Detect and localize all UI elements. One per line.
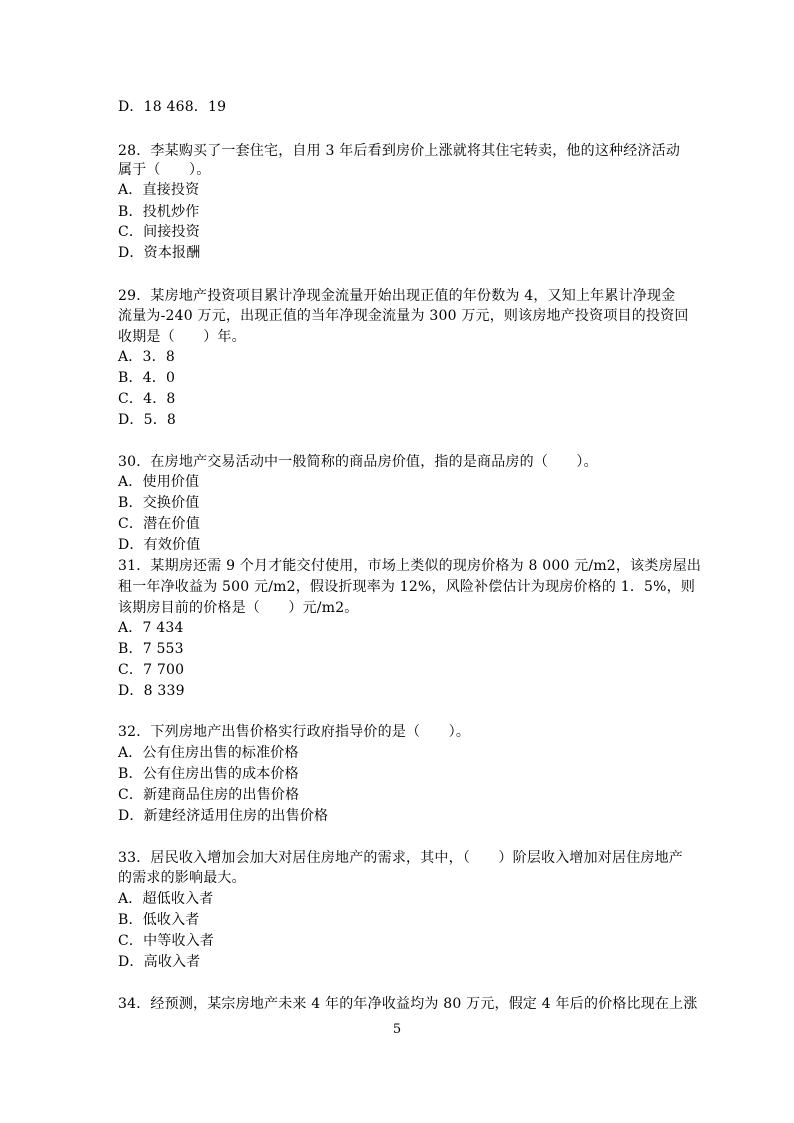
q32-stem-line-1: 32．下列房地产出售价格实行政府指导价的是（ ）。 [118,724,471,740]
q30-option-a: A．使用价值 [118,474,200,490]
q33-option-c: C．中等收入者 [118,933,215,949]
q32-option-b: B．公有住房出售的成本价格 [118,766,299,782]
q30-option-c: C．潜在价值 [118,516,200,532]
q32-option-c: C．新建商品住房的出售价格 [118,787,300,803]
q30-option-b: B．交换价值 [118,495,200,511]
q33-option-d: D．高收入者 [118,954,201,970]
q28-stem-line-2: 属于（ ）。 [118,162,211,178]
q28-option-b: B．投机炒作 [118,204,200,220]
q34-stem-line-1: 34．经预测，某宗房地产未来 4 年的年净收益均为 80 万元，假定 4 年后的价格比现在上涨 [118,996,698,1012]
q28-stem-line-1: 28．李某购买了一套住宅，自用 3 年后看到房价上涨就将其住宅转卖，他的这种经济活动 [118,143,681,159]
q28-option-c: C．间接投资 [118,224,200,240]
q31-option-c: C．7 700 [118,662,185,678]
q27-option-d: D．18 468．19 [118,99,227,115]
q29-stem-line-2: 流量为-240 万元，出现正值的当年净现金流量为 300 万元，则该房地产投资项目的投资回 [118,308,689,324]
q28-option-a: A．直接投资 [118,182,200,198]
q31-option-d: D．8 339 [118,683,185,699]
q29-stem-line-3: 收期是（ ）年。 [118,329,246,345]
q31-option-b: B．7 553 [118,641,184,657]
q30-stem-line-1: 30．在房地产交易活动中一般简称的商品房价值，指的是商品房的（ ）。 [118,454,598,470]
q29-stem-line-1: 29．某房地产投资项目累计净现金流量开始出现正值的年份数为 4，又知上年累计净现金 [118,288,676,304]
q33-stem-line-2: 的需求的影响最大。 [118,870,246,886]
q28-option-d: D．资本报酬 [118,245,201,261]
q31-stem-line-2: 租一年净收益为 500 元/m2，假设折现率为 12%，风险补偿估计为现房价格的 1．5%，则 [118,579,696,595]
page-number: 5 [392,1022,402,1037]
q29-option-d: D．5．8 [118,412,177,428]
q32-option-d: D．新建经济适用住房的出售价格 [118,808,329,824]
q29-option-b: B．4．0 [118,370,176,386]
q30-option-d: D．有效价值 [118,537,201,553]
q31-option-a: A．7 434 [118,620,184,636]
q33-option-a: A．超低收入者 [118,891,214,907]
q29-option-c: C．4．8 [118,391,176,407]
q29-option-a: A．3．8 [118,349,175,365]
q31-stem-line-1: 31．某期房还需 9 个月才能交付使用，市场上类似的现房价格为 8 000 元/m2，该类房屋出 [118,558,702,574]
q33-option-b: B．低收入者 [118,912,200,928]
q32-option-a: A．公有住房出售的标准价格 [118,745,299,761]
q31-stem-line-3: 该期房目前的价格是（ ）元/m2。 [118,600,359,616]
q33-stem-line-1: 33．居民收入增加会加大对居住房地产的需求，其中，（ ）阶层收入增加对居住房地产 [118,850,684,866]
